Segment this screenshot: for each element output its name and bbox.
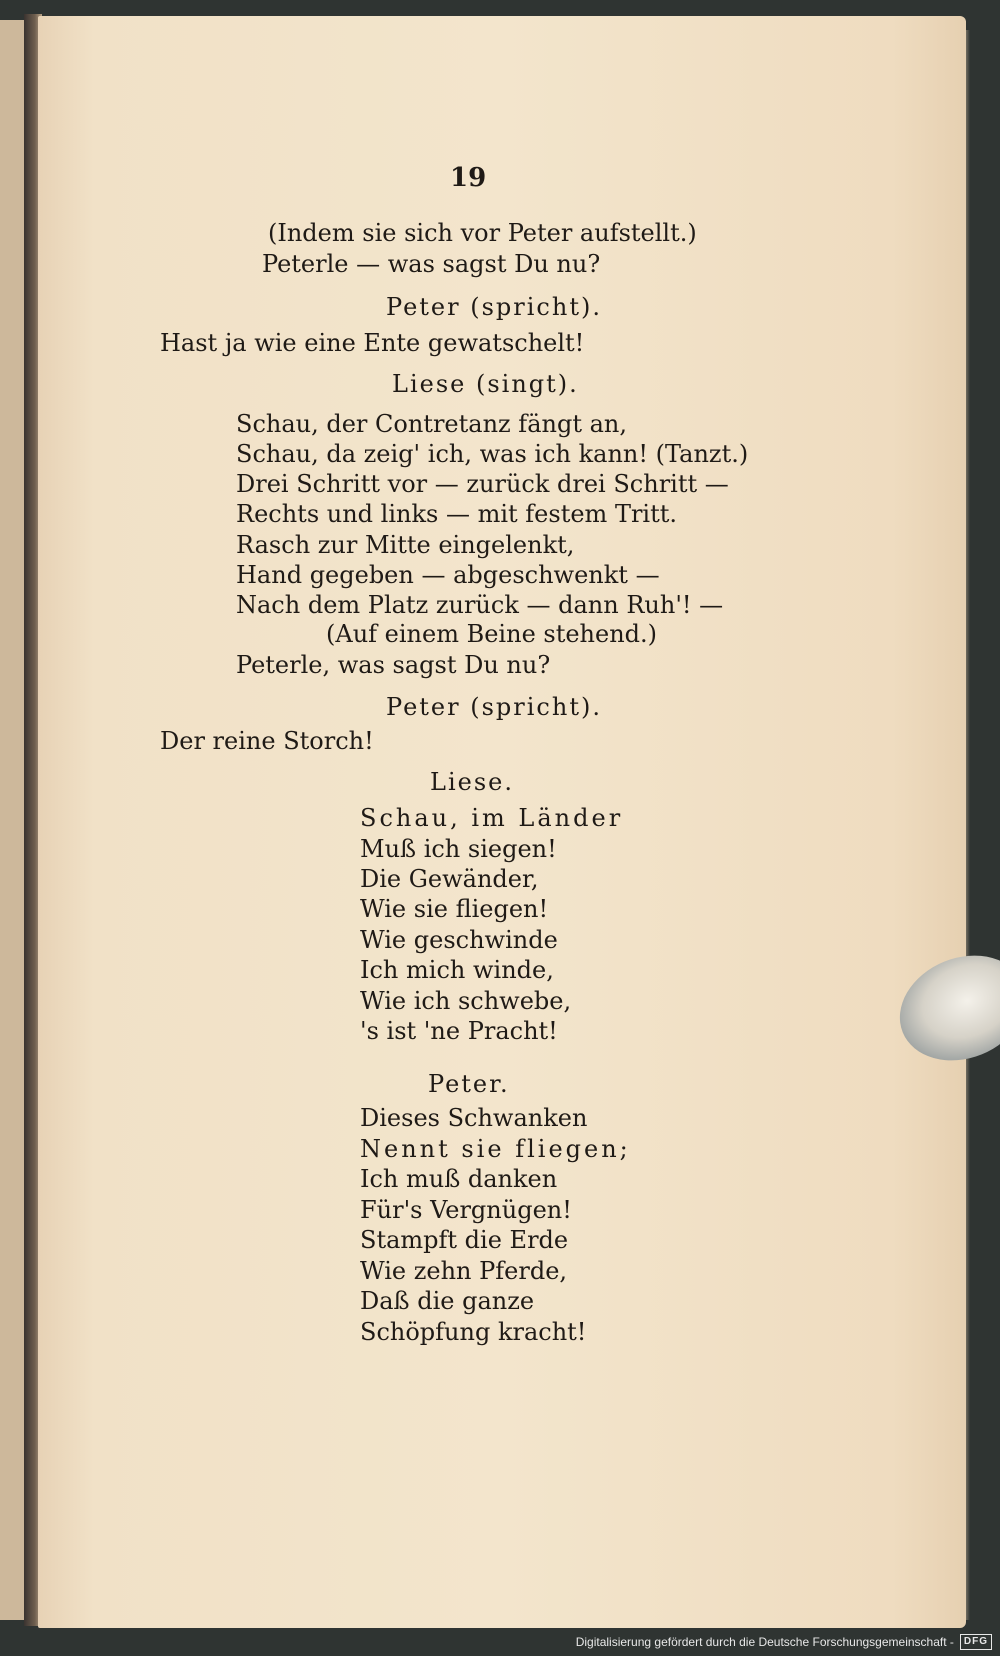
speaker-heading: Peter. bbox=[428, 1070, 510, 1098]
verse-line: Wie geschwinde bbox=[360, 926, 558, 954]
verse-line: Rasch zur Mitte eingelenkt, bbox=[236, 531, 575, 559]
verse-line: Nach dem Platz zurück — dann Ruh'! — bbox=[236, 591, 724, 619]
speaker-heading: Peter (spricht). bbox=[386, 293, 602, 321]
speaker-heading: Liese. bbox=[430, 768, 514, 796]
page-number: 19 bbox=[450, 163, 487, 193]
verse-line: Ich muß danken bbox=[360, 1165, 558, 1193]
verse-line: Rechts und links — mit festem Tritt. bbox=[236, 500, 678, 528]
verse-line: Wie sie fliegen! bbox=[360, 895, 549, 923]
verse-line: Wie ich schwebe, bbox=[360, 987, 572, 1015]
verse-line: Die Gewänder, bbox=[360, 865, 539, 893]
verse-line: Peterle, was sagst Du nu? bbox=[236, 651, 551, 679]
verse-line: Schöpfung kracht! bbox=[360, 1318, 587, 1346]
verse-line: 's ist 'ne Pracht! bbox=[360, 1017, 558, 1045]
verse-line: Für's Vergnügen! bbox=[360, 1196, 572, 1224]
verse-line: Wie zehn Pferde, bbox=[360, 1257, 568, 1285]
verse-line: Hand gegeben — abgeschwenkt — bbox=[236, 561, 660, 589]
verse-line: Nennt sie fliegen; bbox=[360, 1135, 631, 1163]
verse-line: Daß die ganze bbox=[360, 1287, 535, 1315]
verse-line: Schau, im Länder bbox=[360, 804, 624, 832]
verse-line: Muß ich siegen! bbox=[360, 835, 557, 863]
stage-direction: (Auf einem Beine stehend.) bbox=[326, 620, 658, 648]
verse-line: Schau, der Contretanz fängt an, bbox=[236, 410, 627, 438]
verse-line: Peterle — was sagst Du nu? bbox=[262, 250, 601, 278]
prose-line: Hast ja wie eine Ente gewatschelt! bbox=[160, 329, 585, 357]
digitization-footer bbox=[576, 1632, 992, 1652]
prose-line: Der reine Storch! bbox=[160, 727, 374, 755]
footer-credit: Digitalisierung gefördert durch die Deutsche Forschungsgemeinschaft - bbox=[575, 1635, 954, 1649]
verse-line: Ich mich winde, bbox=[360, 956, 554, 984]
speaker-heading: Liese (singt). bbox=[392, 370, 579, 398]
stage-direction: (Indem sie sich vor Peter aufstellt.) bbox=[268, 219, 697, 247]
verse-line: Dieses Schwanken bbox=[360, 1104, 588, 1132]
speaker-heading: Peter (spricht). bbox=[386, 693, 602, 721]
verse-line: Drei Schritt vor — zurück drei Schritt — bbox=[236, 470, 729, 498]
verse-line: Stampft die Erde bbox=[360, 1226, 569, 1254]
dfg-logo: DFG bbox=[960, 1634, 992, 1650]
verse-line: Schau, da zeig' ich, was ich kann! (Tanzt.) bbox=[236, 440, 749, 468]
